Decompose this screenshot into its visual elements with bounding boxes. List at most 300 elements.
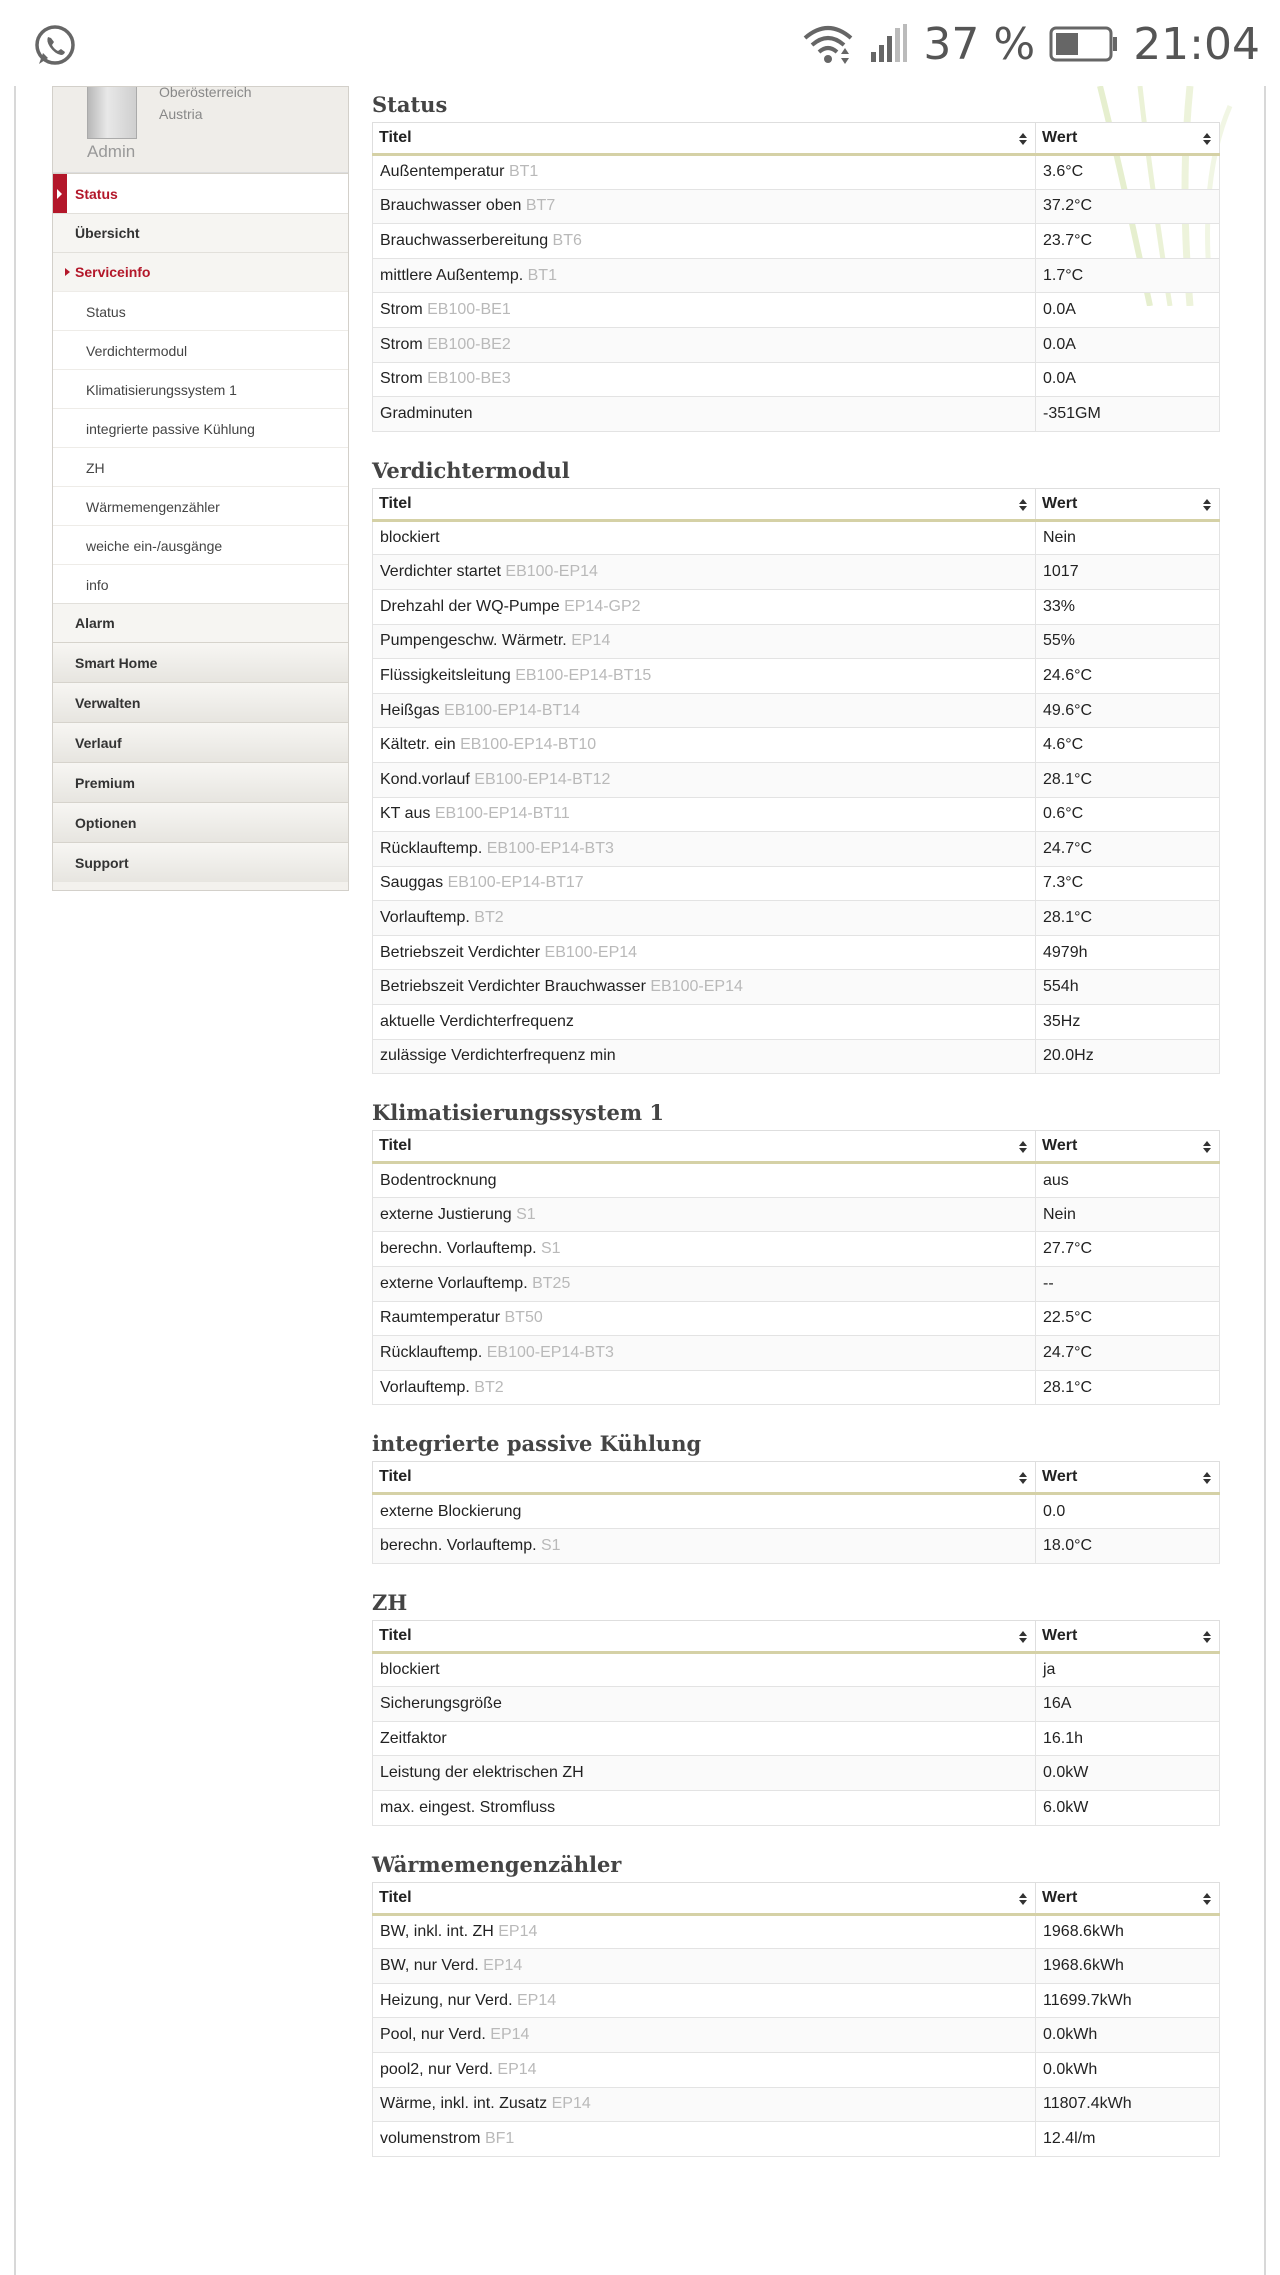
row-label: Brauchwasserbereitung <box>380 231 549 249</box>
row-value: 0.0kW <box>1036 1756 1220 1791</box>
table-row <box>373 1790 1220 1825</box>
data-table <box>372 1130 1220 1405</box>
row-value: 49.6°C <box>1036 693 1220 728</box>
column-header-value[interactable] <box>1036 1462 1220 1494</box>
row-title-cell <box>373 397 1036 432</box>
row-value: 4979h <box>1036 935 1220 970</box>
row-label: max. eingest. Stromfluss <box>380 1798 556 1816</box>
sensor-tag: EB100-BE3 <box>427 370 511 388</box>
column-header-title[interactable] <box>373 1620 1036 1652</box>
row-label: Raumtemperatur <box>380 1309 501 1327</box>
section-5 <box>372 1584 1220 1826</box>
row-value: 28.1°C <box>1036 762 1220 797</box>
table-row <box>373 1163 1220 1198</box>
section-1 <box>372 86 1220 432</box>
table-row <box>373 1949 1220 1984</box>
table-row <box>373 1370 1220 1405</box>
wifi-icon <box>801 22 855 66</box>
data-table <box>372 1882 1220 2157</box>
sensor-tag: EB100-BE2 <box>427 335 511 353</box>
section-title: Wärmemengenzähler <box>372 1851 622 1877</box>
table-row <box>373 901 1220 936</box>
table-row <box>373 1039 1220 1074</box>
row-label: Leistung der elektrischen ZH <box>380 1764 584 1782</box>
table-row <box>373 555 1220 590</box>
row-title-cell <box>373 659 1036 694</box>
column-header-value-label: Wert <box>1042 494 1078 512</box>
table-row <box>373 728 1220 763</box>
sensor-tag: BT1 <box>508 163 539 181</box>
row-label: externe Blockierung <box>380 1502 522 1520</box>
row-value: 33% <box>1036 589 1220 624</box>
sensor-tag: EB100-EP14 <box>505 563 598 581</box>
table-row <box>373 866 1220 901</box>
sensor-tag: EP14 <box>498 1922 538 1940</box>
sensor-tag: EB100-EP14 <box>650 978 743 996</box>
row-title-cell <box>373 693 1036 728</box>
sort-icon[interactable] <box>1019 133 1027 145</box>
row-value: 18.0°C <box>1036 1529 1220 1564</box>
row-title-cell <box>373 1163 1036 1198</box>
table-row <box>373 1529 1220 1564</box>
row-label: Rücklauftemp. <box>380 1344 483 1362</box>
row-title-cell <box>373 520 1036 555</box>
sensor-tag: EB100-EP14-BT3 <box>486 839 614 857</box>
row-title-cell <box>373 2018 1036 2053</box>
row-title-cell <box>373 293 1036 328</box>
sort-icon[interactable] <box>1203 1141 1211 1153</box>
table-row <box>373 1756 1220 1791</box>
row-value: 22.5°C <box>1036 1301 1220 1336</box>
sidebar-item-verlauf[interactable]: Verlauf <box>53 722 348 762</box>
row-label: blockiert <box>380 529 440 547</box>
table-row <box>373 327 1220 362</box>
column-header-value[interactable] <box>1036 1131 1220 1163</box>
table-row <box>373 693 1220 728</box>
row-label: Kältetr. ein <box>380 736 456 754</box>
signal-icon <box>869 22 909 66</box>
row-title-cell <box>373 1370 1036 1405</box>
sidebar-item-verdichtermodul[interactable]: Verdichtermodul <box>53 330 348 369</box>
sensor-tag: S1 <box>541 1240 561 1258</box>
sidebar-item-info[interactable]: info <box>53 564 348 603</box>
row-title-cell <box>373 327 1036 362</box>
sensor-tag: EB100-EP14-BT10 <box>460 736 597 754</box>
row-value: 55% <box>1036 624 1220 659</box>
row-label: KT aus <box>380 805 431 823</box>
sidebar-item-serviceinfo[interactable]: Serviceinfo <box>53 252 348 291</box>
row-title-cell <box>373 866 1036 901</box>
heatpump-device-image <box>87 87 137 139</box>
status-bar <box>0 0 1280 86</box>
row-value: 0.0 <box>1036 1494 1220 1529</box>
row-title-cell <box>373 1756 1036 1791</box>
table-row <box>373 397 1220 432</box>
row-label: Strom <box>380 370 423 388</box>
sensor-tag: EB100-EP14 <box>544 943 638 961</box>
region-label: Oberösterreich <box>159 84 252 100</box>
column-header-title[interactable] <box>373 123 1036 155</box>
data-table <box>372 122 1220 432</box>
row-value: 28.1°C <box>1036 901 1220 936</box>
table-row <box>373 762 1220 797</box>
row-value: 0.0A <box>1036 293 1220 328</box>
sensor-tag: EP14-GP2 <box>564 597 641 615</box>
row-label: Pool, nur Verd. <box>380 2026 486 2044</box>
row-label: BW, inkl. int. ZH <box>380 1922 494 1940</box>
row-label: aktuelle Verdichterfrequenz <box>380 1012 574 1030</box>
column-header-title-label: Titel <box>379 1137 412 1155</box>
row-value: Nein <box>1036 1197 1220 1232</box>
row-value: 12.4l/m <box>1036 2122 1220 2157</box>
section-3 <box>372 1094 1220 1405</box>
row-value: 27.7°C <box>1036 1232 1220 1267</box>
column-header-title[interactable] <box>373 1882 1036 1914</box>
column-header-title-label: Titel <box>379 129 412 146</box>
sort-icon[interactable] <box>1203 499 1211 511</box>
row-value: 0.6°C <box>1036 797 1220 832</box>
sort-icon[interactable] <box>1203 1631 1211 1643</box>
row-title-cell <box>373 1529 1036 1564</box>
table-row <box>373 935 1220 970</box>
row-title-cell <box>373 935 1036 970</box>
row-label: berechn. Vorlauftemp. <box>380 1240 537 1258</box>
column-header-value-label: Wert <box>1042 1888 1078 1906</box>
row-label: Betriebszeit Verdichter <box>380 943 541 961</box>
row-title-cell <box>373 1983 1036 2018</box>
sidebar-item-wärmemengenzähler[interactable]: Wärmemengenzähler <box>53 486 348 525</box>
row-title-cell <box>373 797 1036 832</box>
sidebar-item-klimatisierungssystem-1[interactable]: Klimatisierungssystem 1 <box>53 369 348 408</box>
row-title-cell <box>373 1005 1036 1040</box>
row-title-cell <box>373 1721 1036 1756</box>
row-label: Flüssigkeitsleitung <box>380 666 511 684</box>
sidebar-item-optionen[interactable]: Optionen <box>53 802 348 842</box>
clock: 21:04 <box>1133 18 1260 70</box>
row-title-cell <box>373 762 1036 797</box>
data-table <box>372 1461 1220 1563</box>
sort-icon[interactable] <box>1203 1472 1211 1484</box>
sensor-tag: EB100-EP14-BT11 <box>434 805 570 823</box>
sort-icon[interactable] <box>1203 133 1211 145</box>
row-title-cell <box>373 728 1036 763</box>
sensor-tag: EB100-BE1 <box>427 301 511 319</box>
sensor-tag: EB100-EP14-BT3 <box>486 1344 614 1362</box>
row-title-cell <box>373 2052 1036 2087</box>
sidebar-item-zh[interactable]: ZH <box>53 447 348 486</box>
sensor-tag: EP14 <box>516 1991 557 2009</box>
row-label: Rücklauftemp. <box>380 839 483 857</box>
row-title-cell <box>373 1267 1036 1302</box>
row-title-cell <box>373 589 1036 624</box>
row-value: 4.6°C <box>1036 728 1220 763</box>
column-header-value[interactable] <box>1036 488 1220 520</box>
row-label: Pumpengeschw. Wärmetr. <box>380 632 567 650</box>
row-value: 3.6°C <box>1036 155 1220 190</box>
row-label: Sauggas <box>380 874 444 892</box>
row-label: Außentemperatur <box>380 163 505 181</box>
column-header-title[interactable] <box>373 1131 1036 1163</box>
sidebar-item-premium[interactable]: Premium <box>53 762 348 802</box>
table-row <box>373 2018 1220 2053</box>
sensor-tag: BT6 <box>552 231 582 249</box>
row-label: Bodentrocknung <box>380 1171 497 1189</box>
sort-icon[interactable] <box>1019 499 1027 511</box>
section-4 <box>372 1425 1220 1563</box>
row-value: 20.0Hz <box>1036 1039 1220 1074</box>
sensor-tag: BT1 <box>527 266 557 284</box>
sensor-tag: EB100-EP14-BT17 <box>447 874 584 892</box>
row-label: Brauchwasser oben <box>380 197 522 215</box>
row-label: Vorlauftemp. <box>380 1378 470 1396</box>
data-table <box>372 488 1220 1075</box>
row-label: externe Vorlauftemp. <box>380 1274 528 1292</box>
row-value: 0.0A <box>1036 362 1220 397</box>
row-label: mittlere Außentemp. <box>380 266 524 284</box>
country-label: Austria <box>159 106 203 122</box>
row-value: 35Hz <box>1036 1005 1220 1040</box>
row-value: 7.3°C <box>1036 866 1220 901</box>
table-row <box>373 362 1220 397</box>
row-label: Sicherungsgröße <box>380 1694 502 1712</box>
sort-icon[interactable] <box>1019 1472 1027 1484</box>
row-value: 1968.6kWh <box>1036 1949 1220 1984</box>
row-label: berechn. Vorlauftemp. <box>380 1536 537 1554</box>
row-title-cell <box>373 1039 1036 1074</box>
row-value: 37.2°C <box>1036 189 1220 224</box>
sensor-tag: EB100-EP14-BT15 <box>515 666 652 684</box>
table-row <box>373 520 1220 555</box>
row-value: 24.7°C <box>1036 832 1220 867</box>
sensor-tag: BF1 <box>484 2129 515 2147</box>
row-value: 0.0A <box>1036 327 1220 362</box>
sensor-tag: BT2 <box>474 1378 504 1396</box>
row-value: 23.7°C <box>1036 224 1220 259</box>
row-title-cell <box>373 1790 1036 1825</box>
table-row <box>373 2087 1220 2122</box>
row-value: Nein <box>1036 520 1220 555</box>
row-title-cell <box>373 155 1036 190</box>
table-row <box>373 1721 1220 1756</box>
sensor-tag: S1 <box>541 1536 561 1554</box>
row-title-cell <box>373 258 1036 293</box>
table-row <box>373 258 1220 293</box>
row-value: 1968.6kWh <box>1036 1914 1220 1949</box>
profile-card <box>53 84 348 173</box>
row-title-cell <box>373 1914 1036 1949</box>
row-title-cell <box>373 224 1036 259</box>
row-value: 554h <box>1036 970 1220 1005</box>
table-row <box>373 832 1220 867</box>
row-label: Verdichter startet <box>380 563 501 581</box>
sidebar-item-alarm[interactable]: Alarm <box>53 603 348 642</box>
row-title-cell <box>373 970 1036 1005</box>
sort-icon[interactable] <box>1019 1893 1027 1905</box>
row-title-cell <box>373 2087 1036 2122</box>
row-title-cell <box>373 2122 1036 2157</box>
section-title: Verdichtermodul <box>372 457 570 483</box>
column-header-title-label: Titel <box>379 1468 412 1486</box>
section-title: integrierte passive Kühlung <box>372 1431 702 1457</box>
user-role: Admin <box>87 142 136 161</box>
row-title-cell <box>373 624 1036 659</box>
table-row <box>373 1005 1220 1040</box>
section-title: ZH <box>372 1589 408 1615</box>
column-header-title-label: Titel <box>379 1888 412 1906</box>
sensor-tag: EP14 <box>497 2060 537 2078</box>
column-header-value-label: Wert <box>1042 1137 1078 1155</box>
sidebar-item-smart-home[interactable]: Smart Home <box>53 642 348 682</box>
table-row <box>373 1494 1220 1529</box>
table-row <box>373 1301 1220 1336</box>
row-value: 24.7°C <box>1036 1336 1220 1371</box>
sensor-tag: EP14 <box>551 2095 591 2113</box>
row-label: volumenstrom <box>380 2129 481 2147</box>
row-value: 6.0kW <box>1036 1790 1220 1825</box>
sensor-tag: EB100-EP14-BT12 <box>474 770 611 788</box>
row-label: zulässige Verdichterfrequenz min <box>380 1047 616 1065</box>
row-label: Heizung, nur Verd. <box>380 1991 513 2009</box>
table-row <box>373 189 1220 224</box>
table-row <box>373 970 1220 1005</box>
sensor-tag: BT7 <box>525 197 556 215</box>
row-title-cell <box>373 901 1036 936</box>
sidebar-item-übersicht[interactable]: Übersicht <box>53 213 348 252</box>
row-value: -- <box>1036 1267 1220 1302</box>
section-title: Status <box>372 92 448 117</box>
sidebar-item-weiche-ein-ausgänge[interactable]: weiche ein-/ausgänge <box>53 525 348 564</box>
row-value: 16A <box>1036 1687 1220 1722</box>
column-header-title-label: Titel <box>379 494 412 512</box>
row-title-cell <box>373 1494 1036 1529</box>
sidebar-item-status[interactable]: Status <box>53 291 348 330</box>
row-title-cell <box>373 189 1036 224</box>
table-row <box>373 1652 1220 1687</box>
sidebar-item-integrierte-passive-kühlung[interactable]: integrierte passive Kühlung <box>53 408 348 447</box>
row-label: Kond.vorlauf <box>380 770 470 788</box>
section-2 <box>372 452 1220 1075</box>
row-label: Gradminuten <box>380 404 473 422</box>
sensor-tag: EP14 <box>490 2026 530 2044</box>
sidebar-item-support[interactable]: Support <box>53 842 348 882</box>
table-row <box>373 293 1220 328</box>
sensor-tag: BT25 <box>532 1274 571 1292</box>
whatsapp-icon <box>30 20 80 70</box>
row-title-cell <box>373 1232 1036 1267</box>
sidebar-nav <box>53 173 348 882</box>
row-value: 1.7°C <box>1036 258 1220 293</box>
table-row <box>373 224 1220 259</box>
row-label: Strom <box>380 335 423 353</box>
row-label: Wärme, inkl. int. Zusatz <box>380 2095 548 2113</box>
row-label: Vorlauftemp. <box>380 909 470 927</box>
table-row <box>373 589 1220 624</box>
table-row <box>373 2052 1220 2087</box>
row-title-cell <box>373 1336 1036 1371</box>
row-label: Drehzahl der WQ-Pumpe <box>380 597 560 615</box>
sensor-tag: EP14 <box>483 1956 523 1974</box>
column-header-value-label: Wert <box>1042 129 1078 146</box>
column-header-value-label: Wert <box>1042 1626 1078 1644</box>
row-value: -351GM <box>1036 397 1220 432</box>
table-row <box>373 155 1220 190</box>
table-row <box>373 1687 1220 1722</box>
sensor-tag: BT2 <box>474 909 504 927</box>
table-row <box>373 1336 1220 1371</box>
row-title-cell <box>373 832 1036 867</box>
row-label: Betriebszeit Verdichter Brauchwasser <box>380 978 646 996</box>
row-value: aus <box>1036 1163 1220 1198</box>
row-value: ja <box>1036 1652 1220 1687</box>
row-label: blockiert <box>380 1660 440 1678</box>
sidebar <box>52 86 349 891</box>
row-value: 11699.7kWh <box>1036 1983 1220 2018</box>
column-header-title[interactable] <box>373 488 1036 520</box>
sensor-tag: S1 <box>516 1205 536 1223</box>
main-content <box>372 86 1220 2157</box>
battery-icon <box>1049 25 1119 63</box>
sensor-tag: EB100-EP14-BT14 <box>444 701 581 719</box>
table-row <box>373 1232 1220 1267</box>
column-header-value[interactable] <box>1036 1882 1220 1914</box>
section-6 <box>372 1846 1220 2157</box>
table-row <box>373 1197 1220 1232</box>
row-title-cell <box>373 1652 1036 1687</box>
column-header-value[interactable] <box>1036 123 1220 155</box>
row-title-cell <box>373 555 1036 590</box>
table-row <box>373 797 1220 832</box>
row-value: 0.0kWh <box>1036 2052 1220 2087</box>
row-value: 16.1h <box>1036 1721 1220 1756</box>
row-value: 24.6°C <box>1036 659 1220 694</box>
table-row <box>373 659 1220 694</box>
row-title-cell <box>373 1949 1036 1984</box>
row-label: Strom <box>380 301 423 319</box>
row-title-cell <box>373 1301 1036 1336</box>
sidebar-item-status[interactable]: Status <box>53 173 348 213</box>
sort-icon[interactable] <box>1019 1141 1027 1153</box>
column-header-title[interactable] <box>373 1462 1036 1494</box>
row-title-cell <box>373 362 1036 397</box>
sort-icon[interactable] <box>1203 1893 1211 1905</box>
table-row <box>373 624 1220 659</box>
sort-icon[interactable] <box>1019 1631 1027 1643</box>
column-header-value[interactable] <box>1036 1620 1220 1652</box>
row-label: externe Justierung <box>380 1205 512 1223</box>
battery-percent: 37 % <box>923 18 1036 70</box>
section-title: Klimatisierungssystem 1 <box>372 1100 665 1126</box>
row-value: 0.0kWh <box>1036 2018 1220 2053</box>
data-table <box>372 1620 1220 1826</box>
sensor-tag: BT50 <box>504 1309 543 1327</box>
row-title-cell <box>373 1197 1036 1232</box>
sidebar-item-verwalten[interactable]: Verwalten <box>53 682 348 722</box>
row-value: 11807.4kWh <box>1036 2087 1220 2122</box>
row-label: BW, nur Verd. <box>380 1956 479 1974</box>
row-title-cell <box>373 1687 1036 1722</box>
row-value: 28.1°C <box>1036 1370 1220 1405</box>
table-row <box>373 1914 1220 1949</box>
table-row <box>373 1983 1220 2018</box>
table-row <box>373 2122 1220 2157</box>
row-label: pool2, nur Verd. <box>380 2060 493 2078</box>
column-header-value-label: Wert <box>1042 1468 1078 1486</box>
sensor-tag: EP14 <box>571 632 611 650</box>
row-label: Heißgas <box>380 701 440 719</box>
column-header-title-label: Titel <box>379 1626 412 1644</box>
row-label: Zeitfaktor <box>380 1729 447 1747</box>
table-row <box>373 1267 1220 1302</box>
